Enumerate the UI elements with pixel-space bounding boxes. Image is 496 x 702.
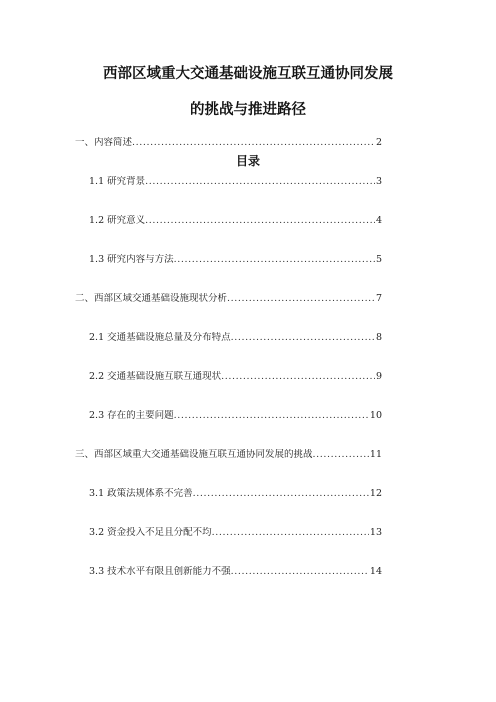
toc-leader-dots — [313, 449, 369, 461]
toc-entry-page: 5 — [375, 254, 382, 265]
toc-entry-title: 2.2 交通基础设施互联互通现状 — [89, 371, 222, 382]
toc-entry-page: 14 — [369, 566, 382, 577]
toc-entry-page: 8 — [375, 332, 382, 343]
toc-entry[interactable] — [89, 410, 382, 422]
toc-leader-dots — [145, 176, 375, 188]
toc-entry[interactable] — [89, 566, 382, 578]
toc-entry[interactable] — [89, 527, 382, 539]
toc-entry-page: 9 — [375, 371, 382, 382]
toc-entry-title: 1.1 研究背景 — [89, 176, 146, 187]
toc-entry[interactable] — [89, 371, 382, 383]
toc-entry-title: 三、西部区域重大交通基础设施互联互通协同发展的挑战 — [75, 449, 313, 460]
toc-leader-dots — [231, 566, 369, 578]
toc-entry[interactable] — [89, 254, 382, 266]
toc-entry-page: 10 — [369, 410, 382, 421]
toc-entry-title: 2.1 交通基础设施总量及分布特点 — [89, 332, 231, 343]
toc-entry-title: 二、西部区域交通基础设施现状分析 — [75, 293, 228, 304]
toc-entry-title: 1.2 研究意义 — [89, 215, 146, 226]
toc-entry[interactable] — [89, 215, 382, 227]
toc-entry[interactable] — [75, 449, 382, 461]
toc-heading: 目录 — [235, 154, 260, 168]
toc-leader-dots — [174, 254, 375, 266]
toc-leader-dots — [212, 527, 369, 539]
toc-leader-dots — [193, 488, 369, 500]
toc-leader-dots — [132, 137, 375, 149]
toc-leader-dots — [145, 215, 375, 227]
toc-entry[interactable] — [89, 488, 382, 500]
toc-leader-dots — [227, 293, 375, 305]
toc-entry[interactable] — [89, 332, 382, 344]
toc-leader-dots — [221, 371, 375, 383]
toc-entry-page: 11 — [369, 449, 382, 460]
toc-entry-page: 2 — [375, 137, 382, 148]
toc-entry-title: 2.3 存在的主要问题 — [89, 410, 174, 421]
toc-leader-dots — [174, 410, 369, 422]
toc-entry-page: 4 — [375, 215, 382, 226]
toc-entry-page: 3 — [375, 176, 382, 187]
toc-entry[interactable] — [89, 176, 382, 188]
toc-entry-title: 1.3 研究内容与方法 — [89, 254, 174, 265]
document-title-line-2: 的挑战与推进路径 — [190, 102, 306, 118]
document-title-line-1: 西部区域重大交通基础设施互联互通协同发展 — [103, 66, 393, 82]
toc-entry-title: 一、内容简述 — [75, 137, 133, 148]
toc-entry-page: 7 — [375, 293, 382, 304]
toc-entry-title: 3.3 技术水平有限且创新能力不强 — [89, 566, 231, 577]
toc-entry-page: 12 — [369, 488, 382, 499]
toc-entry[interactable] — [75, 293, 382, 305]
toc-leader-dots — [231, 332, 375, 344]
toc-entry-title: 3.2 资金投入不足且分配不均 — [89, 527, 212, 538]
toc-entry[interactable] — [75, 137, 382, 149]
toc-entry-page: 13 — [369, 527, 382, 538]
toc-entry-title: 3.1 政策法规体系不完善 — [89, 488, 193, 499]
